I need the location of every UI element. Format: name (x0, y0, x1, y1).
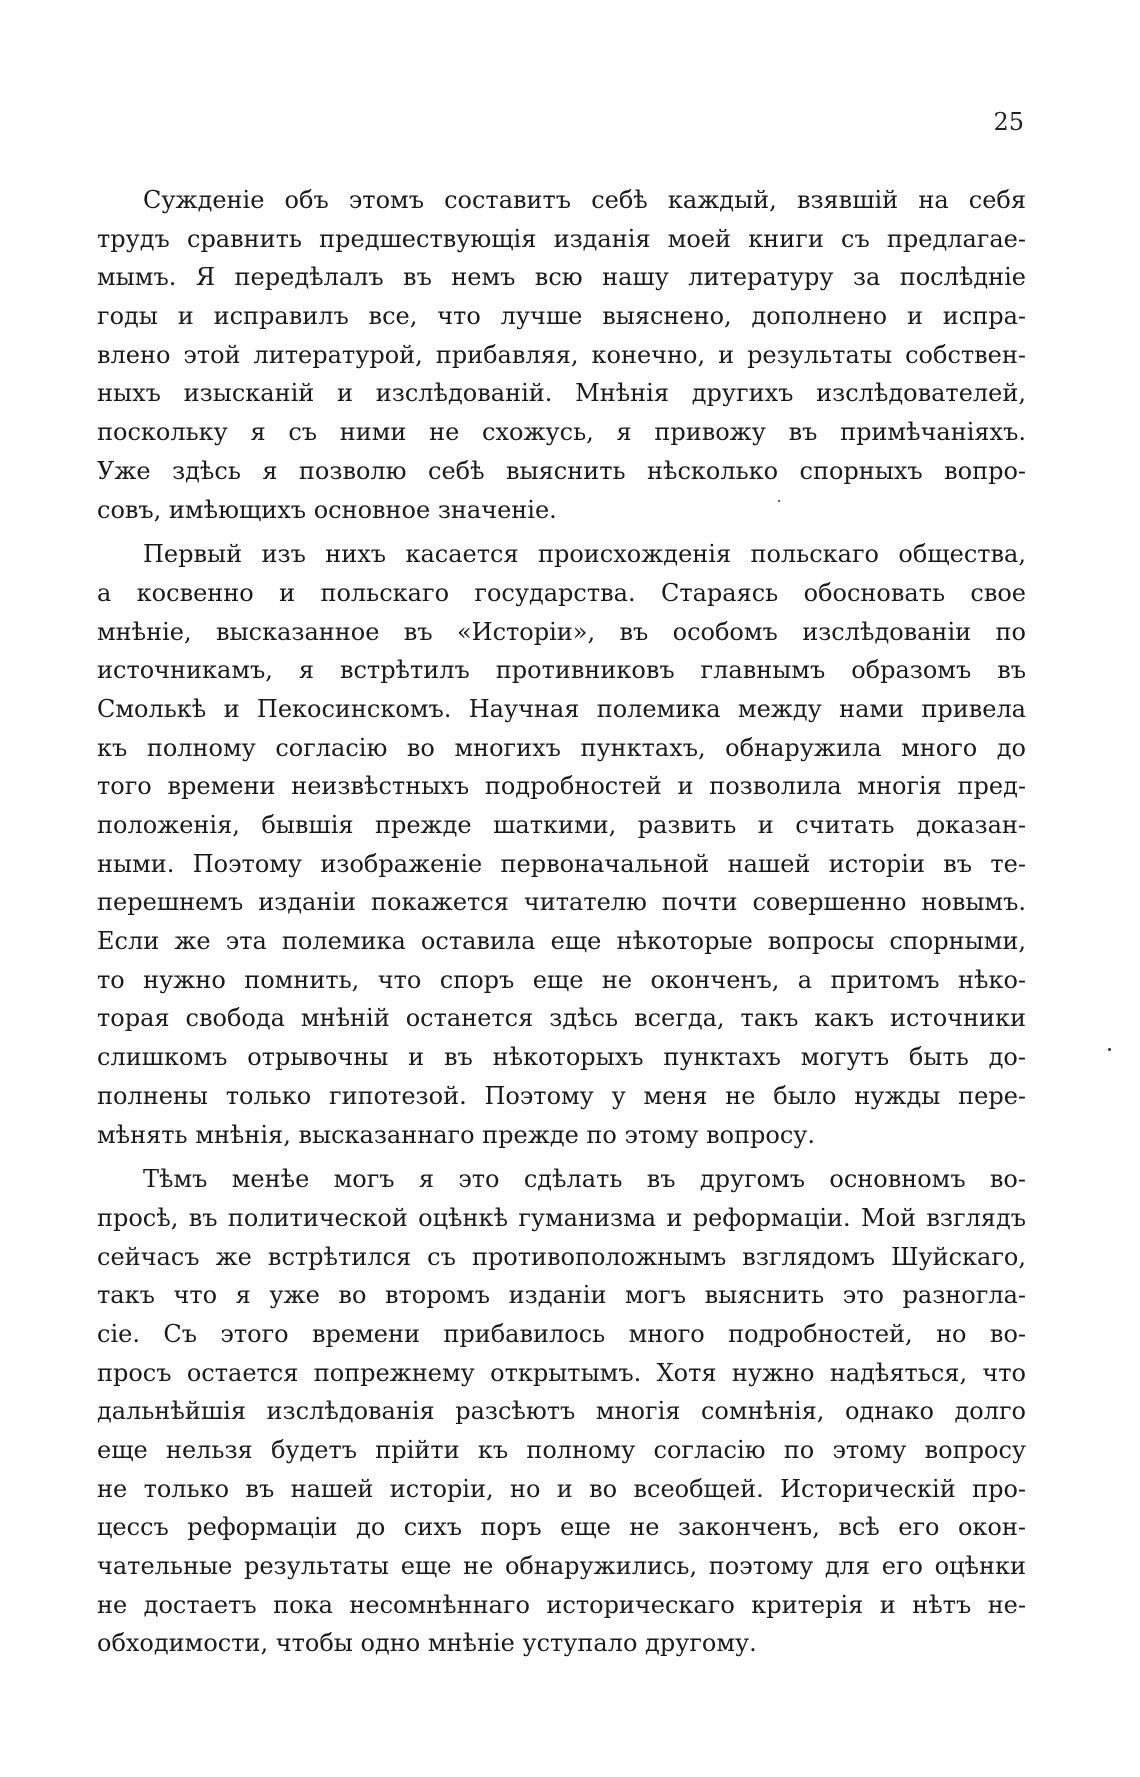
text-line: Уже здѣсь я позволю себѣ выяснить нѣсколько спорныхъ вопро- (97, 456, 1026, 485)
text-line: совъ, имѣющихъ основное значеніе. (97, 495, 557, 524)
text-line: такъ что я уже во второмъ изданіи могъ выяснить это разногла- (97, 1281, 1026, 1310)
text-line: Если же эта полемика оставила еще нѣкоторые вопросы спорными, (97, 927, 1026, 956)
text-line: Первый изъ нихъ касается происхожденія польскаго общества, (143, 540, 1026, 569)
text-line: мымъ. Я передѣлалъ въ немъ всю нашу литературу за послѣдніе (97, 263, 1026, 292)
text-line: цессъ реформаціи до сихъ поръ еще не законченъ, всѣ его окон- (97, 1513, 1026, 1542)
text-line: а косвенно и польскаго государства. Стараясь обосновать свое (97, 578, 1026, 607)
text-line: не достаетъ пока несомнѣннаго историческаго критерія и нѣтъ не- (97, 1590, 1026, 1619)
text-line: полнены только гипотезой. Поэтому у меня не было нужды пере- (97, 1081, 1026, 1110)
text-line: сейчасъ же встрѣтился съ противоположнымъ взглядомъ Шуйскаго, (97, 1242, 1026, 1271)
text-line: мнѣніе, высказанное въ «Исторіи», въ особомъ изслѣдованіи по (97, 617, 1026, 646)
text-line: ными. Поэтому изображеніе первоначальной нашей исторіи въ те- (97, 849, 1026, 878)
text-line: просѣ, въ политической оцѣнкѣ гуманизма и реформаціи. Мой взглядъ (97, 1203, 1026, 1232)
text-line: дальнѣйшія изслѣдованія разсѣютъ многія сомнѣнія, однако долго (97, 1397, 1026, 1426)
text-line: то нужно помнить, что споръ еще не оконченъ, а притомъ нѣко- (97, 965, 1026, 994)
text-line: чательные результаты еще не обнаружились, поэтому для его оцѣнки (97, 1552, 1026, 1581)
text-line: перешнемъ изданіи покажется читателю почти совершенно новымъ. (97, 888, 1026, 917)
text-line: Сужденіе объ этомъ составитъ себѣ каждый, взявшій на себя (143, 186, 1026, 214)
text-line: Тѣмъ менѣе могъ я это сдѣлать въ другомъ основномъ во- (143, 1165, 1026, 1194)
page-number: 25 (993, 108, 1024, 136)
text-line: Смолькѣ и Пекосинскомъ. Научная полемика между нами привела (97, 694, 1026, 723)
text-line: просъ остается попрежнему открытымъ. Хотя нужно надѣяться, что (97, 1358, 1026, 1387)
text-line: торая свобода мнѣній останется здѣсь всегда, такъ какъ источники (97, 1004, 1026, 1033)
scan-speck (1108, 1048, 1111, 1051)
text-line: источникамъ, я встрѣтилъ противниковъ главнымъ образомъ въ (97, 656, 1026, 685)
text-line: годы и исправилъ все, что лучше выяснено, дополнено и испра- (97, 302, 1026, 331)
text-line: влено этой литературой, прибавляя, конечно, и результаты собствен- (97, 340, 1026, 369)
text-line: положенія, бывшія прежде шаткими, развить и считать доказан- (97, 811, 1026, 839)
text-line: слишкомъ отрывочны и въ нѣкоторыхъ пунктахъ могутъ быть до- (97, 1043, 1026, 1072)
paragraph (97, 181, 1026, 529)
text-line: поскольку я съ ними не схожусь, я привожу въ примѣчаніяхъ. (97, 418, 1026, 447)
text-line: трудъ сравнить предшествующія изданія моей книги съ предлагае- (97, 224, 1026, 253)
text-line: сіе. Съ этого времени прибавилось много подробностей, но во- (97, 1319, 1026, 1348)
text-line: не только въ нашей исторіи, но и во всеобщей. Историческій про- (97, 1474, 1026, 1503)
text-line: къ полному согласію во многихъ пунктахъ, обнаружила много до (97, 733, 1026, 762)
paragraph (97, 1160, 1026, 1663)
body-text (97, 181, 1026, 1663)
text-line: того времени неизвѣстныхъ подробностей и позволила многія пред- (97, 772, 1026, 801)
text-line: мѣнять мнѣнія, высказаннаго прежде по этому вопросу. (97, 1120, 816, 1149)
text-line: ныхъ изысканій и изслѣдованій. Мнѣнія другихъ изслѣдователей, (97, 379, 1026, 408)
text-line: обходимости, чтобы одно мнѣніе уступало другому. (97, 1629, 757, 1658)
text-line: еще нельзя будетъ прійти къ полному согласію по этому вопросу (97, 1436, 1026, 1464)
scan-speck (778, 500, 780, 502)
paragraph (97, 535, 1026, 1154)
